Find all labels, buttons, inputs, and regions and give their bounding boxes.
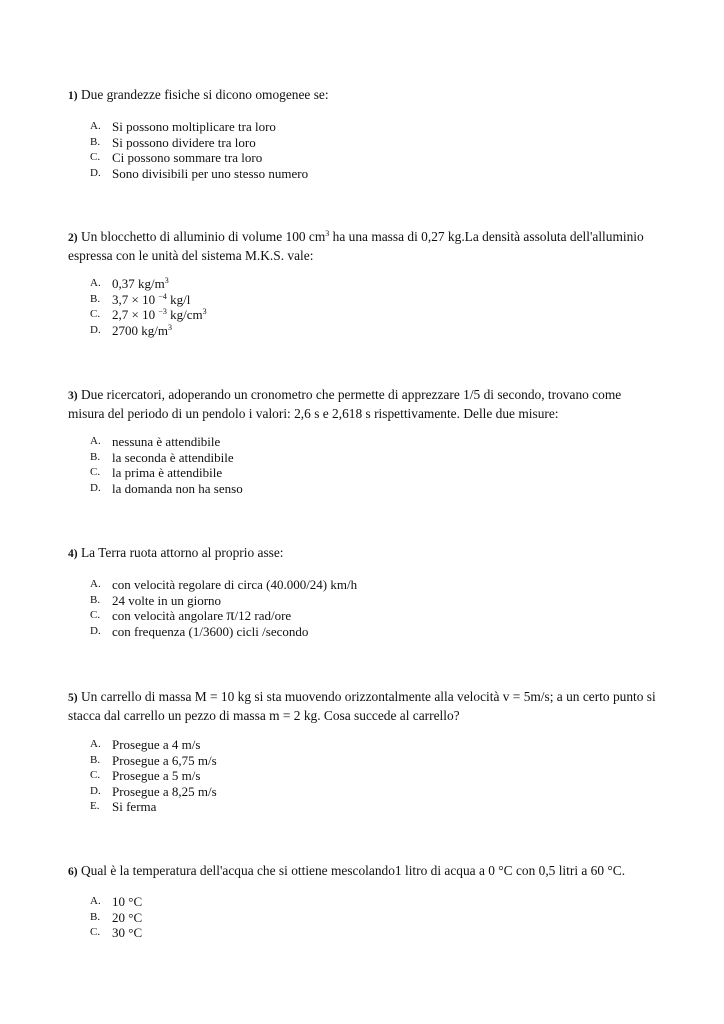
question-text: La Terra ruota attorno al proprio asse: — [80, 545, 284, 560]
option-d[interactable]: D. con frequenza (1/3600) cicli /secondo — [90, 623, 309, 639]
question-number: 5) — [68, 692, 78, 704]
option-a[interactable]: A. nessuna è attendibile — [90, 434, 221, 449]
option-b[interactable]: B. 3,7 × 10 $^{-4}$ kg/l — [90, 291, 191, 307]
question-text: Un blocchetto di alluminio di volume 100 $cm^3$ ha una massa di 0,27 kg.La densità assoluta dell'alluminio espressa con le unità del sistema M.K.S. vale: — [68, 229, 644, 263]
option-d[interactable]: D. la domanda non ha senso — [90, 480, 243, 496]
question-number: 2) — [68, 232, 78, 244]
option-d[interactable]: D. Prosegue a 8,25 m/s — [90, 783, 217, 799]
option-c[interactable]: C. la prima è attendibile — [90, 465, 223, 481]
option-b[interactable]: B. Si possono dividere tra loro — [90, 134, 256, 150]
option-a[interactable]: A. 10 °C — [90, 894, 143, 909]
question-text: Un carrello di massa M = 10 kg si sta muovendo orizzontalmente alla velocità v = 5m/s; a un certo punto si stacca dal carrello un pezzo di massa m = 2 kg. Cosa succede al carrello? — [68, 689, 656, 723]
question-2 — [68, 228, 658, 264]
option-c[interactable]: C. 2,7 × 10 $^{-3}$ $kg/cm^3$ — [90, 307, 207, 323]
option-b[interactable]: B. 20 °C — [90, 909, 143, 925]
options-list-4 — [90, 577, 357, 639]
option-c[interactable]: C. Ci possono sommare tra loro — [90, 150, 263, 166]
option-e[interactable]: E. Si ferma — [90, 799, 157, 815]
question-number: 4) — [68, 548, 78, 560]
options-list-1 — [90, 119, 308, 181]
question-5 — [68, 688, 658, 724]
option-a[interactable]: A. Prosegue a 4 m/s — [90, 737, 201, 752]
options-list-2 — [90, 276, 207, 338]
question-number: 1) — [68, 90, 78, 102]
option-b[interactable]: B. la seconda è attendibile — [90, 449, 234, 465]
option-d[interactable]: D. 2700 $kg/m^3$ — [90, 322, 172, 338]
option-d[interactable]: D. Sono divisibili per uno stesso numero — [90, 165, 309, 181]
question-text: Due grandezze fisiche si dicono omogenee se: — [80, 87, 329, 102]
question-4 — [68, 544, 658, 563]
options-list-5 — [90, 737, 217, 815]
options-list-3 — [90, 434, 243, 496]
option-a[interactable]: A. 0,37 $kg/m^3$ — [90, 276, 169, 291]
question-3 — [68, 386, 658, 422]
option-b[interactable]: B. 24 volte in un giorno — [90, 592, 222, 608]
option-c[interactable]: C. con velocità angolare π/12 rad/ore — [90, 607, 292, 625]
options-list-6 — [90, 894, 142, 941]
question-1 — [68, 86, 658, 105]
option-c[interactable]: C. 30 °C — [90, 925, 143, 941]
question-number: 3) — [68, 390, 78, 402]
question-text: Qual è la temperatura dell'acqua che si ottiene mescolando1 litro di acqua a 0 °C con 0,5 litri a 60 °C. — [80, 863, 626, 878]
question-text: Due ricercatori, adoperando un cronometro che permette di apprezzare 1/5 di secondo, trovano come misura del periodo di un pendolo i valori: 2,6 s e 2,618 s rispettivamente. Delle due misure: — [68, 387, 622, 421]
option-a[interactable]: A. Si possono moltiplicare tra loro — [90, 119, 276, 134]
question-6 — [68, 862, 688, 881]
option-c[interactable]: C. Prosegue a 5 m/s — [90, 768, 201, 784]
question-number: 6) — [68, 866, 78, 878]
pi-symbol: π — [226, 607, 235, 625]
option-b[interactable]: B. Prosegue a 6,75 m/s — [90, 752, 217, 768]
option-a[interactable]: A. con velocità regolare di circa (40.000/24) km/h — [90, 577, 358, 592]
